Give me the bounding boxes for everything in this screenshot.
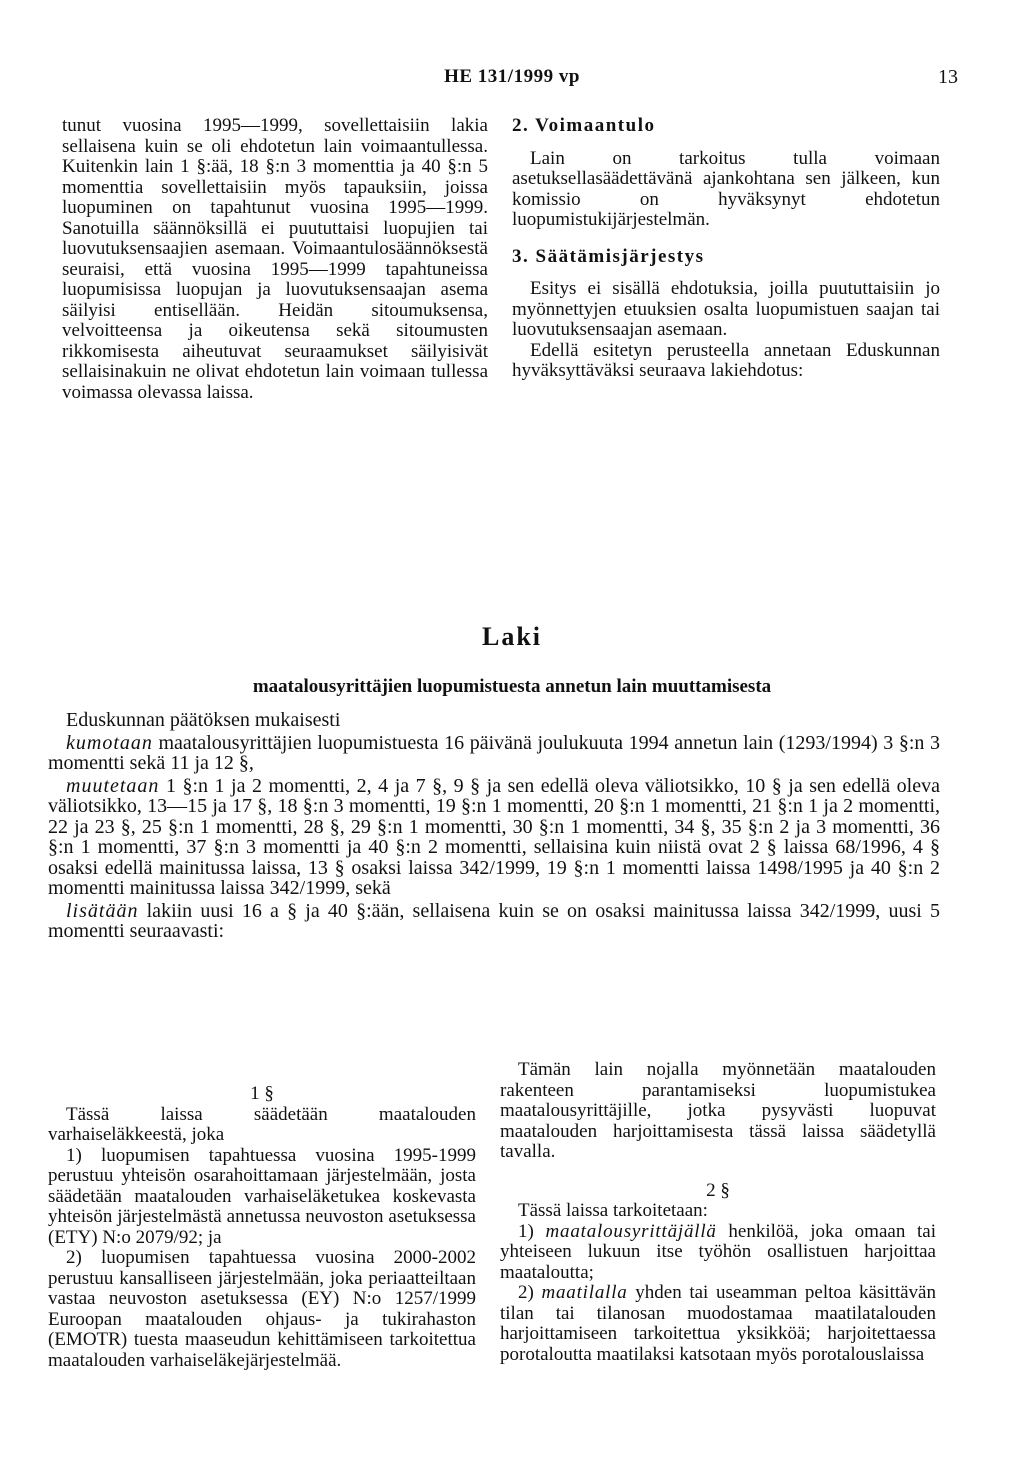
right-column-top — [512, 116, 940, 382]
law-preamble — [48, 710, 940, 944]
preamble-text: maatalousyrittäjien luopumistuesta 16 päivänä joulukuuta 1994 annetun lain (1293/1994) 3 §:n 3 momentti sekä 11 ja 12 §, — [48, 731, 940, 774]
paragraph: tunut vuosina 1995—1999, sovellettaisiin lakia sellaisena kuin se oli ehdotetun lain voimaantullessa. Kuitenkin lain 1 §:ää, 18 §:n 3 momenttia ja 40 §:n 5 momenttia sovellettaisiin myös tapauksiin, joissa luopuminen on tapahtunut vuosina 1995—1999. Sanotuilla säännöksillä ei puututtaisi luopujien tai luovutuksensaajien asemaan. Voimaantulosäännöksestä seuraisi, että vuosina 1995—1999 tapahtuneissa luopumisissa luopujan ja luovutuksensaajan asema säilyisi entisellään. Heidän sitoumuksensa, velvoitteensa ja oikeutensa sekä sitoumusten rikkomisesta aiheutuvat seuraamukset säilyisivät sellaisinakuin ne olivat ehdotetun lain voimaan tullessa voimassa olevassa laissa. — [62, 115, 488, 403]
paragraph: Tämän lain nojalla myönnetään maatalouden rakenteen parantamiseksi luopumistukea maatalousyrittäjille, jotka pysyvästi luopuvat maatalouden harjoittamisesta tässä laissa säädetyllä tavalla. — [500, 1059, 936, 1162]
item-number: 1) — [518, 1220, 546, 1242]
section-number-1: 1 § — [250, 1083, 274, 1104]
paragraph: Tässä laissa tarkoitetaan: — [518, 1200, 708, 1221]
definition-item — [500, 1222, 936, 1284]
preamble-text: lakiin uusi 16 a § ja 40 §:ään, sellaisena kuin se on osaksi mainitussa laissa 342/1999, uusi 5 momentti seuraavasti: — [48, 899, 940, 942]
definition-item — [500, 1283, 936, 1365]
paragraph: Esitys ei sisällä ehdotuksia, joilla puututtaisiin jo myönnettyjen etuuksien osalta luopumistuen saajan tai luovutuksensaajan asemaan. — [512, 278, 940, 340]
item-number: 2) — [518, 1282, 542, 1303]
list-item: 1) luopumisen tapahtuessa vuosina 1995-1999 perustuu yhteisön osarahoittamaan järjestelmään, josta säädetään maatalouden varhaiseläketukea koskevasta yhteisön järjestelmästä annetussa neuvoston asetuksessa (ETY) N:o 2079/92; ja — [48, 1144, 476, 1248]
preamble-lisataan — [48, 901, 940, 942]
law-subtitle: maatalousyrittäjien luopumistuesta annetun lain muuttamisesta — [252, 676, 772, 697]
keyword-muutetaan: muutetaan — [66, 774, 160, 797]
preamble-text: 1 §:n 1 ja 2 momentti, 2, 4 ja 7 §, 9 § ja sen edellä oleva väliotsikko, 10 § ja sen edellä oleva väliotsikko, 13—15 ja 17 §, 18 §:n 3 momentti, 19 §:n 1 momentti, 20 §:n 1 momentti, 21 §:n 1 ja 2 momentti, 22 ja 23 §, 25 §:n 1 momentti, 28 §, 29 §:n 1 momentti, 30 §:n 1 momentti, 34 §, 35 §:n 2 ja 3 momentti, 36 §:n 1 momentti, 37 §:n 3 momentti ja 40 §:n 2 momentti, sellaisina kuin niistä ovat 2 § laissa 68/1996, 4 § osaksi edellä mainitussa laissa, 13 § osaksi laissa 342/1999, 19 §:n 1 momentti laissa 1498/1995 ja 40 §:n 2 momentti mainitussa laissa 342/1999, sekä — [48, 774, 940, 899]
right-column-bottom — [500, 1060, 936, 1365]
page-number: 13 — [938, 66, 958, 88]
law-title: Laki — [481, 622, 543, 651]
list-item: 2) luopumisen tapahtuessa vuosina 2000-2002 perustuu kansalliseen järjestelmään, joka periaatteiltaan vastaa neuvoston asetuksessa (EY) N:o 1257/1999 Euroopan maatalouden ohjaus- ja tukirahaston (EMOTR) tuesta maaseudun kehittämiseen tarkoitettua maatalouden varhaiseläkejärjestelmää. — [48, 1247, 476, 1371]
defined-term: maatalousyrittäjällä — [545, 1220, 717, 1242]
defined-term: maatilalla — [541, 1282, 628, 1303]
definition-text: henkilöä, joka omaan tai yhteiseen lukuun itse työhön osallistuen harjoittaa maataloutta; — [500, 1220, 937, 1283]
left-column-bottom — [48, 1084, 476, 1371]
document-header-title: HE 131/1999 vp — [444, 66, 580, 87]
definition-text: yhden tai useamman peltoa käsittävän tilan tai tilanosan muodostamaa maatilatalouden harjoittamiseen tarkoitettua yksikköä; harjoitettaessa porotaloutta maatilaksi katsotaan myös porotalouslaissa — [500, 1282, 936, 1365]
section-heading-saatamisjarjestys: 3. Säätämisjärjestys — [512, 245, 705, 267]
paragraph: Lain on tarkoitus tulla voimaan asetuksellasäädettävänä ajankohtana sen jälkeen, kun komissio on hyväksynyt ehdotetun luopumistukijärjestelmän. — [512, 147, 940, 230]
preamble-intro: Eduskunnan päätöksen mukaisesti — [66, 709, 341, 731]
preamble-kumotaan — [48, 733, 940, 774]
preamble-muutetaan — [48, 776, 940, 899]
left-column-top — [62, 116, 488, 403]
keyword-kumotaan: kumotaan — [66, 731, 153, 754]
section-number-2: 2 § — [706, 1179, 730, 1201]
section-heading-voimaantulo: 2. Voimaantulo — [512, 115, 656, 136]
paragraph: Edellä esitetyn perusteella annetaan Eduskunnan hyväksyttäväksi seuraava lakiehdotus: — [512, 339, 940, 381]
keyword-lisataan: lisätään — [66, 899, 139, 922]
paragraph: Tässä laissa säädetään maatalouden varhaiseläkkeestä, joka — [48, 1103, 476, 1145]
